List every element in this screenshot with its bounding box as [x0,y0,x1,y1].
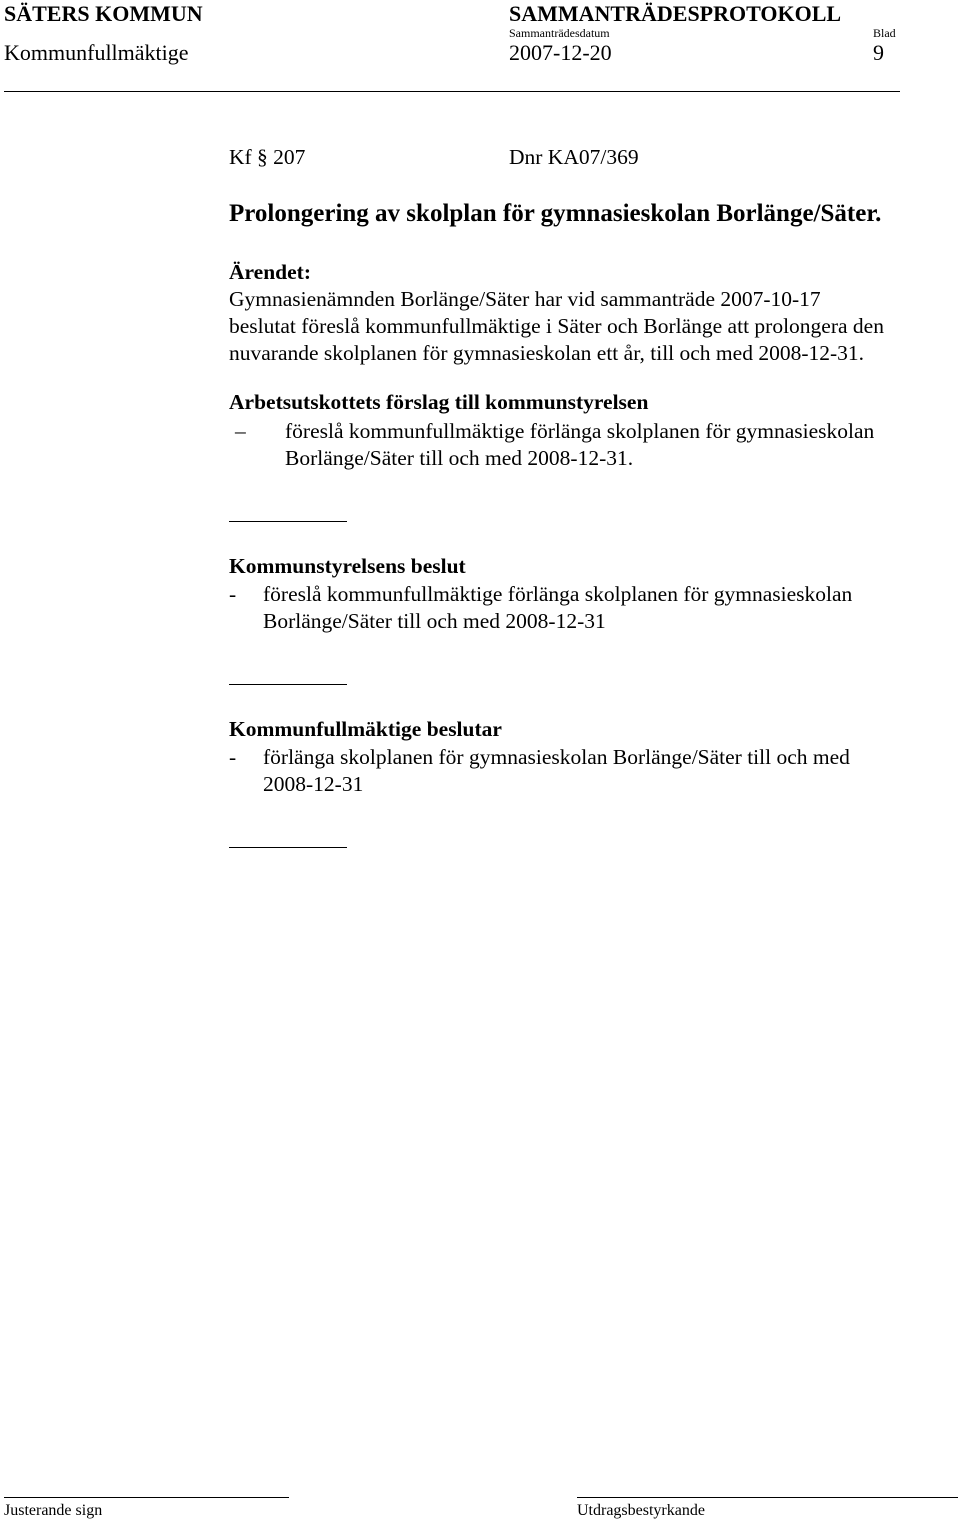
council-heading: Kommunfullmäktige beslutar [229,717,502,741]
document-type: SAMMANTRÄDESPROTOKOLL [509,1,842,26]
case-number: Kf § 207 [229,145,306,169]
section-divider [229,684,347,685]
section-divider [229,521,347,522]
footer-rule-right [577,1497,958,1498]
matter-heading: Ärendet: [229,260,312,284]
date-label: Sammanträdesdatum [509,26,610,40]
committee-heading: Arbetsutskottets förslag till kommunstyrelsen [229,390,649,414]
page-label: Blad [873,26,896,40]
matter-line: beslutat föreslå kommunfullmäktige i Säter och Borlänge att prolongera den [229,314,884,338]
board-line: Borlänge/Säter till och med 2008-12-31 [263,609,606,633]
meeting-date: 2007-12-20 [509,40,612,65]
committee-bullet: – [235,419,246,443]
footer-rule-left [4,1497,289,1498]
matter-line: Gymnasienämnden Borlänge/Säter har vid sammanträde 2007-10-17 [229,287,821,311]
matter-line: nuvarande skolplanen för gymnasieskolan ett år, till och med 2008-12-31. [229,341,865,365]
footer-certification-label: Utdragsbestyrkande [577,1502,705,1519]
footer-initials-label: Justerande sign [4,1502,103,1519]
case-dnr: Dnr KA07/369 [509,145,639,169]
committee-line: Borlänge/Säter till och med 2008-12-31. [285,446,634,470]
council-bullet: - [229,745,237,769]
page-number: 9 [873,40,884,65]
section-divider [229,847,347,848]
header-divider [4,91,900,92]
board-line: föreslå kommunfullmäktige förlänga skolplanen för gymnasieskolan [263,582,853,606]
board-heading: Kommunstyrelsens beslut [229,554,466,578]
council-line: förlänga skolplanen för gymnasieskolan Borlänge/Säter till och med [263,745,850,769]
council-line: 2008-12-31 [263,772,364,796]
case-title: Prolongering av skolplan för gymnasieskolan Borlänge/Säter. [229,200,882,227]
committee-line: föreslå kommunfullmäktige förlänga skolplanen för gymnasieskolan [285,419,875,443]
meeting-body: Kommunfullmäktige [4,40,189,65]
municipality-name: SÄTERS KOMMUN [4,1,203,26]
board-bullet: - [229,582,237,606]
